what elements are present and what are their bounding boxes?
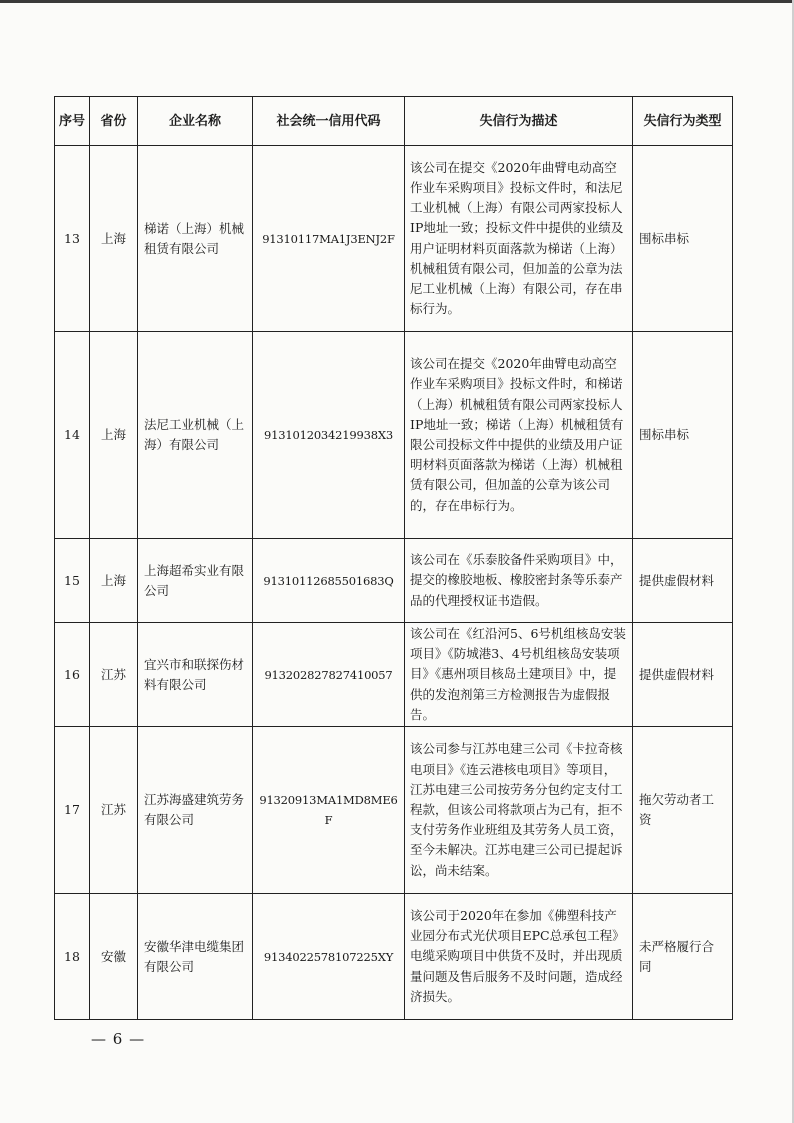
cell-credit-code: 91310112685501683Q bbox=[253, 539, 405, 623]
table-row bbox=[55, 332, 733, 539]
cell-credit-code: 913202827827410057 bbox=[253, 623, 405, 727]
table-row bbox=[55, 539, 733, 623]
cell-province: 江苏 bbox=[90, 727, 138, 894]
cell-description: 该公司于2020年在参加《佛塑科技产业园分布式光伏项目EPC总承包工程》电缆采购项目中供货不及时，并出现质量问题及售后服务不及时问题，造成经济损失。 bbox=[405, 894, 633, 1020]
cell-province: 江苏 bbox=[90, 623, 138, 727]
cell-province: 上海 bbox=[90, 146, 138, 332]
cell-credit-code: 9134022578107225XY bbox=[253, 894, 405, 1020]
header-seq: 序号 bbox=[55, 97, 90, 146]
cell-seq: 16 bbox=[55, 623, 90, 727]
cell-description: 该公司参与江苏电建三公司《卡拉奇核电项目》《连云港核电项目》等项目，江苏电建三公司按劳务分包约定支付工程款，但该公司将款项占为己有，拒不支付劳务作业班组及其劳务人员工资，至今未解决。江苏电建三公司已提起诉讼，尚未结案。 bbox=[405, 727, 633, 894]
cell-type: 围标串标 bbox=[633, 146, 733, 332]
cell-type: 未严格履行合同 bbox=[633, 894, 733, 1020]
cell-seq: 18 bbox=[55, 894, 90, 1020]
cell-seq: 17 bbox=[55, 727, 90, 894]
header-province: 省份 bbox=[90, 97, 138, 146]
cell-description: 该公司在《乐泰胶备件采购项目》中，提交的橡胶地板、橡胶密封条等乐泰产品的代理授权证书造假。 bbox=[405, 539, 633, 623]
cell-seq: 14 bbox=[55, 332, 90, 539]
header-company: 企业名称 bbox=[138, 97, 253, 146]
cell-company: 法尼工业机械（上海）有限公司 bbox=[138, 332, 253, 539]
cell-company: 梯诺（上海）机械租赁有限公司 bbox=[138, 146, 253, 332]
header-type: 失信行为类型 bbox=[633, 97, 733, 146]
cell-province: 安徽 bbox=[90, 894, 138, 1020]
table-row bbox=[55, 146, 733, 332]
cell-company: 宜兴市和联探伤材料有限公司 bbox=[138, 623, 253, 727]
page-number: — 6 — bbox=[91, 1030, 146, 1048]
cell-type: 围标串标 bbox=[633, 332, 733, 539]
table-header-row bbox=[55, 97, 733, 146]
page-top-edge bbox=[0, 0, 794, 3]
cell-credit-code: 91310117MA1J3ENJ2F bbox=[253, 146, 405, 332]
cell-company: 上海超希实业有限公司 bbox=[138, 539, 253, 623]
cell-type: 拖欠劳动者工资 bbox=[633, 727, 733, 894]
header-credit-code: 社会统一信用代码 bbox=[253, 97, 405, 146]
cell-company: 安徽华津电缆集团有限公司 bbox=[138, 894, 253, 1020]
cell-type: 提供虚假材料 bbox=[633, 623, 733, 727]
cell-description: 该公司在《红沿河5、6号机组核岛安装项目》《防城港3、4号机组核岛安装项目》《惠州项目核岛土建项目》中，提供的发泡剂第三方检测报告为虚假报告。 bbox=[405, 623, 633, 727]
cell-type: 提供虚假材料 bbox=[633, 539, 733, 623]
cell-province: 上海 bbox=[90, 332, 138, 539]
header-description: 失信行为描述 bbox=[405, 97, 633, 146]
cell-company: 江苏海盛建筑劳务有限公司 bbox=[138, 727, 253, 894]
table-row bbox=[55, 623, 733, 727]
credit-table bbox=[54, 96, 733, 1020]
table-row bbox=[55, 727, 733, 894]
cell-seq: 15 bbox=[55, 539, 90, 623]
table-row bbox=[55, 894, 733, 1020]
cell-province: 上海 bbox=[90, 539, 138, 623]
cell-credit-code: 9131012034219938X3 bbox=[253, 332, 405, 539]
cell-description: 该公司在提交《2020年曲臂电动高空作业车采购项目》投标文件时，和法尼工业机械（上海）有限公司两家投标人IP地址一致；投标文件中提供的业绩及用户证明材料页面落款为梯诺（上海）机械租赁有限公司，但加盖的公章为法尼工业机械（上海）有限公司，存在串标行为。 bbox=[405, 146, 633, 332]
cell-credit-code: 91320913MA1MD8ME6F bbox=[253, 727, 405, 894]
cell-seq: 13 bbox=[55, 146, 90, 332]
cell-description: 该公司在提交《2020年曲臂电动高空作业车采购项目》投标文件时，和梯诺（上海）机械租赁有限公司两家投标人IP地址一致；梯诺（上海）机械租赁有限公司投标文件中提供的业绩及用户证明材料页面落款为梯诺（上海）机械租赁有限公司，但加盖的公章为该公司的，存在串标行为。 bbox=[405, 332, 633, 539]
